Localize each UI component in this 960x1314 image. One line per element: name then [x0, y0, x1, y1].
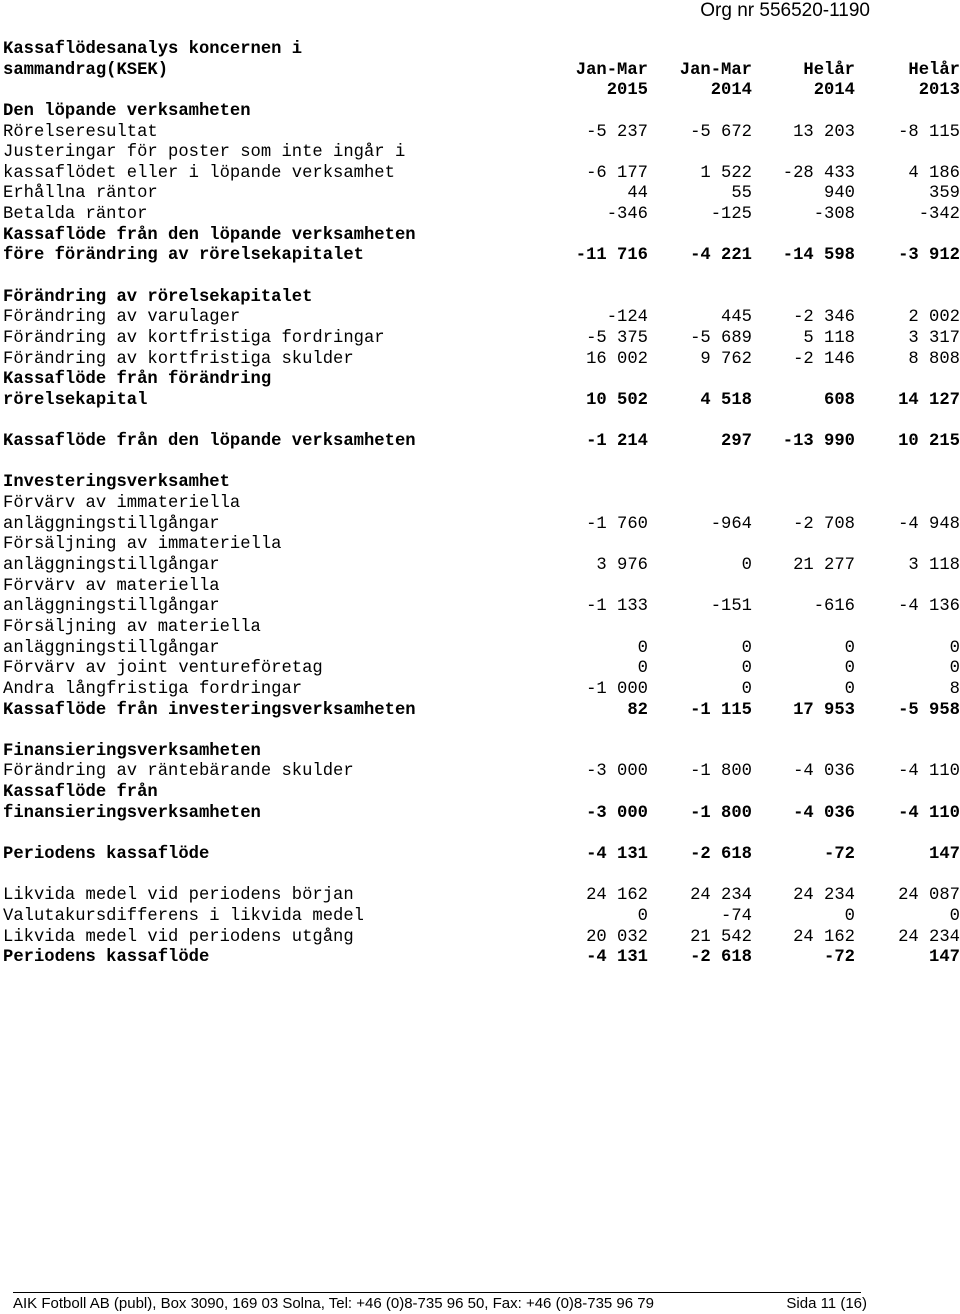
row-value: 0: [637, 659, 648, 679]
row-value: 0: [949, 659, 960, 679]
row-value: 0: [637, 638, 648, 658]
row-value: 0: [844, 659, 855, 679]
row-value: -5 672: [690, 122, 752, 142]
row-value: -3 912: [898, 246, 960, 266]
row-value: 0: [949, 638, 960, 658]
row-value: -4 948: [898, 514, 960, 534]
row-value: 2 002: [908, 308, 960, 328]
table-row: [3, 102, 960, 123]
row-label: anläggningstillgångar: [3, 638, 220, 658]
row-value: 0: [949, 906, 960, 926]
row-value: Jan-Mar: [679, 60, 752, 80]
row-label: före förändring av rörelsekapitalet: [3, 246, 364, 266]
row-label: finansieringsverksamheten: [3, 803, 261, 823]
row-label: Justeringar för poster som inte ingår i: [3, 143, 406, 163]
row-value: 1 522: [700, 163, 752, 183]
table-row: [3, 845, 960, 866]
row-value: -1 800: [690, 803, 752, 823]
row-label: Kassaflöde från investeringsverksamheten: [3, 700, 416, 720]
table-row: [3, 412, 960, 433]
row-label: kassaflödet eller i löpande verksamhet: [3, 163, 395, 183]
row-value: 9 762: [700, 349, 752, 369]
row-value: 21 542: [690, 927, 752, 947]
row-value: 2014: [813, 81, 855, 101]
row-value: 0: [844, 906, 855, 926]
table-row: [3, 907, 960, 928]
row-label: Förvärv av immateriella: [3, 494, 241, 514]
row-value: -346: [606, 205, 648, 225]
row-label: Kassaflöde från den löpande verksamheten: [3, 225, 416, 245]
cash-flow-table: [3, 40, 960, 969]
row-label: Likvida medel vid periodens början: [3, 886, 354, 906]
row-value: -4 110: [898, 762, 960, 782]
row-value: 2014: [710, 81, 752, 101]
row-label: Förvärv av materiella: [3, 576, 220, 596]
row-value: 0: [637, 906, 648, 926]
table-row: [3, 762, 960, 783]
table-row: [3, 40, 960, 61]
row-value: 2013: [918, 81, 960, 101]
row-value: -72: [824, 844, 855, 864]
row-value: -14 598: [782, 246, 855, 266]
row-label: Den löpande verksamheten: [3, 101, 251, 121]
row-label: Periodens kassaflöde: [3, 948, 210, 968]
row-value: -308: [813, 205, 855, 225]
row-value: 0: [741, 659, 752, 679]
row-value: 940: [824, 184, 855, 204]
row-label: Förändring av kortfristiga fordringar: [3, 328, 385, 348]
row-label: Andra långfristiga fordringar: [3, 679, 303, 699]
row-value: -2 146: [793, 349, 855, 369]
table-row: [3, 659, 960, 680]
row-label: Erhållna räntor: [3, 184, 158, 204]
row-value: -1 000: [586, 679, 648, 699]
table-row: [3, 535, 960, 556]
row-value: -4 131: [586, 948, 648, 968]
row-label: anläggningstillgångar: [3, 597, 220, 617]
org-number: Org nr 556520-1190: [700, 0, 870, 21]
row-label: Förändring av räntebärande skulder: [3, 762, 354, 782]
row-value: -5 237: [586, 122, 648, 142]
row-label: rörelsekapital: [3, 390, 148, 410]
row-value: -1 115: [690, 700, 752, 720]
row-label: Periodens kassaflöde: [3, 844, 210, 864]
row-value: -8 115: [898, 122, 960, 142]
row-label: Betalda räntor: [3, 205, 148, 225]
row-value: 2015: [606, 81, 648, 101]
row-value: Jan-Mar: [575, 60, 648, 80]
table-row: [3, 701, 960, 722]
row-value: -1 800: [690, 762, 752, 782]
row-value: 5 118: [803, 328, 855, 348]
row-value: -5 958: [898, 700, 960, 720]
row-value: -72: [824, 948, 855, 968]
row-label: Valutakursdifferens i likvida medel: [3, 906, 364, 926]
row-value: -5 689: [690, 328, 752, 348]
table-row: [3, 577, 960, 598]
row-label: Rörelseresultat: [3, 122, 158, 142]
table-row: [3, 618, 960, 639]
row-value: -4 136: [898, 597, 960, 617]
table-row: [3, 597, 960, 618]
row-value: -4 110: [898, 803, 960, 823]
row-value: 0: [741, 638, 752, 658]
table-row: [3, 556, 960, 577]
row-value: 10 215: [898, 432, 960, 452]
row-value: 16 002: [586, 349, 648, 369]
row-value: -2 618: [690, 844, 752, 864]
table-row: [3, 288, 960, 309]
table-row: [3, 350, 960, 371]
table-row: [3, 866, 960, 887]
row-value: Helår: [908, 60, 960, 80]
row-label: Kassaflöde från: [3, 783, 158, 803]
footer-divider: [13, 1292, 861, 1293]
row-value: 24 234: [690, 886, 752, 906]
row-value: -2 708: [793, 514, 855, 534]
table-row: [3, 432, 960, 453]
table-row: [3, 453, 960, 474]
row-value: -13 990: [782, 432, 855, 452]
row-value: -11 716: [575, 246, 648, 266]
table-row: [3, 639, 960, 660]
row-value: 3 317: [908, 328, 960, 348]
table-row: [3, 226, 960, 247]
table-row: [3, 143, 960, 164]
row-value: 0: [741, 556, 752, 576]
row-value: 359: [929, 184, 960, 204]
table-row: [3, 804, 960, 825]
table-row: [3, 680, 960, 701]
row-label: Finansieringsverksamheten: [3, 741, 261, 761]
row-label: Förändring av varulager: [3, 308, 241, 328]
table-row: [3, 370, 960, 391]
row-value: 10 502: [586, 390, 648, 410]
row-label: Förändring av rörelsekapitalet: [3, 287, 313, 307]
row-value: 17 953: [793, 700, 855, 720]
row-value: -1 214: [586, 432, 648, 452]
row-value: -4 036: [793, 803, 855, 823]
row-value: 24 087: [898, 886, 960, 906]
row-value: 14 127: [898, 390, 960, 410]
row-label: sammandrag(KSEK): [3, 60, 169, 80]
row-value: 0: [844, 638, 855, 658]
table-row: [3, 391, 960, 412]
table-row: [3, 184, 960, 205]
table-row: [3, 123, 960, 144]
row-value: -4 131: [586, 844, 648, 864]
row-value: -4 221: [690, 246, 752, 266]
row-value: -124: [606, 308, 648, 328]
row-value: -2 618: [690, 948, 752, 968]
table-row: [3, 164, 960, 185]
row-value: -28 433: [782, 163, 855, 183]
row-value: -1 133: [586, 597, 648, 617]
table-row: [3, 928, 960, 949]
row-value: -342: [918, 205, 960, 225]
row-value: 0: [741, 679, 752, 699]
row-value: 4 186: [908, 163, 960, 183]
table-row: [3, 267, 960, 288]
row-value: -74: [721, 906, 752, 926]
row-value: Helår: [803, 60, 855, 80]
row-value: 147: [929, 948, 960, 968]
row-value: 3 118: [908, 556, 960, 576]
row-label: Försäljning av immateriella: [3, 535, 282, 555]
row-value: 8 808: [908, 349, 960, 369]
row-label: Likvida medel vid periodens utgång: [3, 927, 354, 947]
table-row: [3, 824, 960, 845]
table-row: [3, 329, 960, 350]
row-label: Kassaflöde från förändring: [3, 370, 272, 390]
table-row: [3, 886, 960, 907]
row-value: -1 760: [586, 514, 648, 534]
row-label: Förändring av kortfristiga skulder: [3, 349, 354, 369]
row-value: -2 346: [793, 308, 855, 328]
row-value: 8: [949, 679, 960, 699]
row-value: -5 375: [586, 328, 648, 348]
table-row: [3, 721, 960, 742]
table-row: [3, 515, 960, 536]
footer-page-number: Sida 11 (16): [786, 1295, 867, 1312]
row-label: anläggningstillgångar: [3, 556, 220, 576]
row-value: 4 518: [700, 390, 752, 410]
row-value: 297: [721, 432, 752, 452]
row-value: 445: [721, 308, 752, 328]
row-value: 82: [627, 700, 648, 720]
row-value: 147: [929, 844, 960, 864]
table-row: [3, 473, 960, 494]
row-label: Investeringsverksamhet: [3, 473, 230, 493]
row-value: 0: [844, 679, 855, 699]
row-value: -4 036: [793, 762, 855, 782]
table-row: [3, 308, 960, 329]
table-row: [3, 494, 960, 515]
table-row: [3, 783, 960, 804]
row-value: -6 177: [586, 163, 648, 183]
row-value: 608: [824, 390, 855, 410]
table-row: [3, 61, 960, 82]
row-value: 3 976: [596, 556, 648, 576]
table-row: [3, 81, 960, 102]
row-value: -151: [710, 597, 752, 617]
footer-address: AIK Fotboll AB (publ), Box 3090, 169 03 Solna, Tel: +46 (0)8-735 96 50, Fax: +46 (0)8-735 96 79: [13, 1295, 654, 1312]
table-row: [3, 246, 960, 267]
row-value: 44: [627, 184, 648, 204]
row-label: Kassaflödesanalys koncernen i: [3, 40, 303, 59]
row-label: Kassaflöde från den löpande verksamheten: [3, 432, 416, 452]
row-value: -3 000: [586, 803, 648, 823]
row-value: 24 162: [586, 886, 648, 906]
row-value: 21 277: [793, 556, 855, 576]
row-label: Förvärv av joint ventureföretag: [3, 659, 323, 679]
table-row: [3, 742, 960, 763]
row-value: -964: [710, 514, 752, 534]
row-value: 20 032: [586, 927, 648, 947]
row-value: 24 234: [898, 927, 960, 947]
row-label: Försäljning av materiella: [3, 617, 261, 637]
row-value: 24 162: [793, 927, 855, 947]
row-value: -3 000: [586, 762, 648, 782]
row-label: anläggningstillgångar: [3, 514, 220, 534]
table-row: [3, 205, 960, 226]
row-value: -616: [813, 597, 855, 617]
row-value: 55: [731, 184, 752, 204]
row-value: 13 203: [793, 122, 855, 142]
row-value: -125: [710, 205, 752, 225]
row-value: 24 234: [793, 886, 855, 906]
table-row: [3, 948, 960, 969]
